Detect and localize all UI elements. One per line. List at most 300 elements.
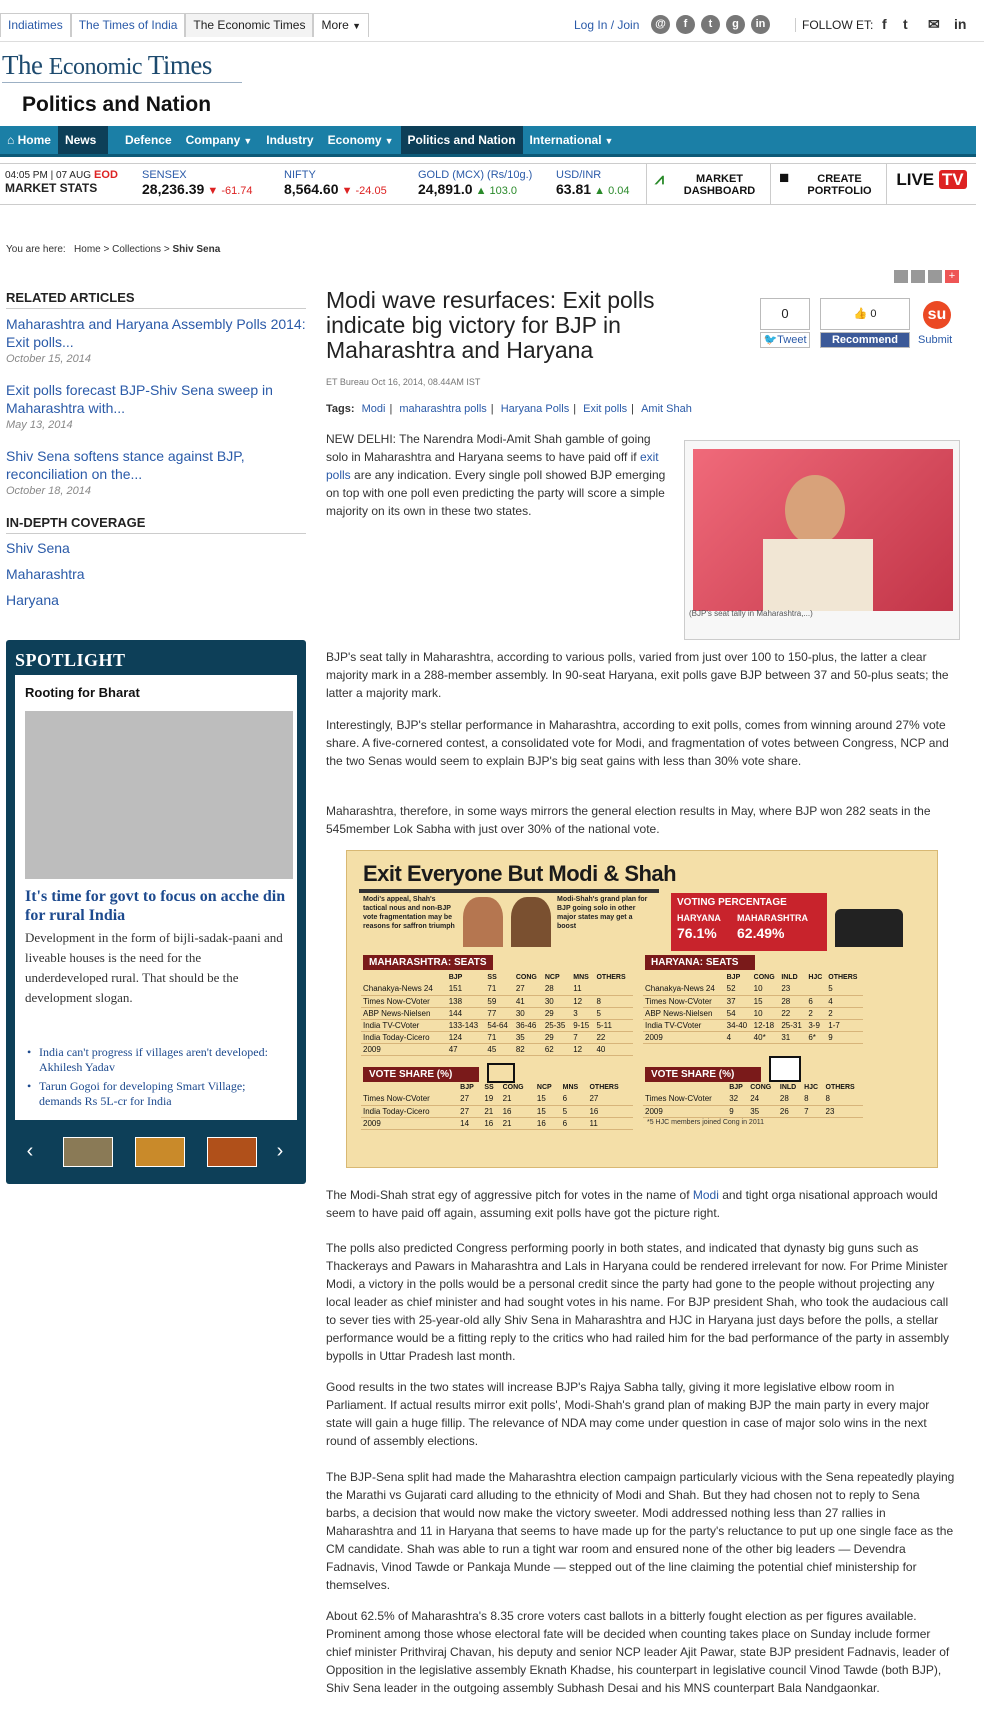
table-cell: 6 <box>561 1117 588 1129</box>
table-cell: 4 <box>826 995 863 1007</box>
related-articles-heading: RELATED ARTICLES <box>6 290 306 309</box>
dashboard-label-1: MARKET <box>695 173 744 185</box>
table-header-cell: NCP <box>544 973 560 981</box>
nav-news[interactable]: News <box>58 126 108 154</box>
article-title: Modi wave resurfaces: Exit polls indicate big victory for BJP in Maharashtra and Haryana <box>326 287 655 363</box>
related-item <box>6 315 306 365</box>
table-header-cell: NCP <box>536 1083 552 1091</box>
live-tv-button[interactable] <box>886 164 976 204</box>
table-cell: 2009 <box>361 1117 458 1129</box>
table-cell: India TV-CVoter <box>643 1019 725 1031</box>
tag-link[interactable]: Amit Shah <box>641 403 692 415</box>
nav-politics-and-nation[interactable]: Politics and Nation <box>401 126 523 154</box>
ballot-box-icon <box>769 1056 801 1082</box>
table-cell: 6 <box>806 995 826 1007</box>
nav-industry[interactable]: Industry <box>266 133 314 147</box>
table-cell: 2009 <box>643 1031 725 1043</box>
spotlight-body: Development in the form of bijli-sadak-paani and liveable houses is the need for the underdeveloped rural. That should be the development slogan. <box>25 930 283 1005</box>
up-arrow-icon: ▲ <box>594 185 605 197</box>
nifty-ticker[interactable] <box>284 169 387 197</box>
table-cell: 28 <box>778 1093 802 1105</box>
table-row <box>643 1093 863 1105</box>
table-cell: 21 <box>501 1117 535 1129</box>
ticker-value: 8,564.60 <box>284 181 339 197</box>
submit-button[interactable]: Submit <box>918 334 953 346</box>
spotlight-subtitle: Rooting for Bharat <box>25 685 140 700</box>
infographic-footnote: *5 HJC members joined Cong in 2011 <box>647 1119 764 1126</box>
exit-polls-link[interactable]: exit polls <box>326 450 659 482</box>
table-cell: 28 <box>779 995 806 1007</box>
table-cell: 45 <box>485 1043 513 1055</box>
haryana-seats-table <box>643 971 863 1044</box>
table-cell: 47 <box>447 1043 486 1055</box>
table-cell: 34-40 <box>725 1019 752 1031</box>
table-row <box>361 1043 633 1055</box>
table-row <box>361 1117 633 1129</box>
nav-international-label: International <box>529 133 602 147</box>
article-paragraph: About 62.5% of Maharashtra's 8.35 crore voters cast ballots in a bitterly fought election as per figures available. Prominent among those whose electoral fate will be decided when counting takes place on Sunday include former chief minister Prithviraj Chavan, his deputy and senior NCP leader Ajit Pawar, state BJP president Fadnavis, leader of Opposition in the legislative assembly Eknath Khadse, his counterpart in legislative council Vinod Tawde (both BJP), Shiv Sena leader in the outgoing assembly Subhash Desai and his MNS counterpart Bala Nandgaonkar. <box>326 1609 950 1695</box>
table-cell: India TV-CVoter <box>361 1019 447 1031</box>
ticker-change: 0.04 <box>608 185 630 197</box>
table-cell: India Today-Cicero <box>361 1031 447 1043</box>
table-header-cell <box>361 1081 458 1093</box>
market-time <box>5 169 118 195</box>
table-cell: 10 <box>752 1007 780 1019</box>
table-cell: 29 <box>543 1031 571 1043</box>
lead-text-a: NEW DELHI: The Narendra Modi-Amit Shah gamble of going solo in Maharashtra and Haryana seems to have paid off if <box>326 432 651 464</box>
table-header-cell: INLD <box>779 1083 797 1091</box>
table-cell: 16 <box>535 1117 561 1129</box>
table-header-cell: SS <box>487 973 497 981</box>
table-cell: 40* <box>752 1031 780 1043</box>
follow-linkedin-icon[interactable]: in <box>954 16 967 32</box>
table-cell: 29 <box>543 1007 571 1019</box>
article-paragraph: Good results in the two states will increase BJP's Rajya Sabha tally, giving it more legislative elbow room in Parliament. If actual results mirror exit polls', Modi-Shah's grand plan of making BJP the main party in every major state will gain a huge fillip. The relevance of NDA may come under question in case of major solo wins in the next round of assembly elections. <box>326 1380 930 1448</box>
table-row <box>643 1007 863 1019</box>
ticker-value: 63.81 <box>556 181 592 197</box>
table-row <box>361 1007 633 1019</box>
recommend-button[interactable]: Recommend <box>820 332 910 348</box>
spotlight-link[interactable]: • India can't progress if villages aren't developed: Akhilesh Yadav <box>25 1045 287 1075</box>
carousel-thumb[interactable] <box>135 1137 185 1167</box>
logo-text-2: Economic <box>48 54 143 80</box>
table-cell: 62 <box>543 1043 571 1055</box>
table-header-cell: CONG <box>502 1083 524 1091</box>
photo-body <box>763 539 873 611</box>
table-cell: 2 <box>826 1007 863 1019</box>
table-cell: 5 <box>826 983 863 995</box>
table-cell: 12-18 <box>752 1019 780 1031</box>
table-cell: Times Now-CVoter <box>643 995 725 1007</box>
table-cell: 41 <box>514 995 543 1007</box>
section-title: Politics and Nation <box>22 93 212 116</box>
table-cell: 3 <box>571 1007 594 1019</box>
related-date: October 15, 2014 <box>6 353 92 365</box>
table-cell: 16 <box>587 1105 633 1117</box>
tab-times-of-india[interactable]: The Times of India <box>71 13 186 37</box>
infographic-note-2: Modi-Shah's grand plan for BJP going solo in other major states may get a boost <box>557 896 648 930</box>
table-cell: 28 <box>543 983 571 995</box>
ticker-change: 103.0 <box>489 185 518 197</box>
live-label: LIVE <box>896 170 935 189</box>
vote-maharashtra-value: 62.49% <box>737 925 785 941</box>
table-cell: 5 <box>561 1105 588 1117</box>
article-tags: Tags: Modi | maharashtra polls | Haryana Polls | Exit polls | Amit Shah <box>326 403 692 415</box>
thumbs-up-icon: 👍 <box>853 308 868 320</box>
table-cell: 8 <box>824 1093 863 1105</box>
related-link[interactable]: Shiv Sena softens stance against BJP, reconciliation on the... <box>6 448 245 482</box>
font-size-icon[interactable] <box>928 270 942 283</box>
table-row <box>361 983 633 995</box>
caret-down-icon: ▼ <box>604 136 614 146</box>
photo-face <box>785 475 845 545</box>
nav-home[interactable] <box>0 126 58 154</box>
spotlight-image[interactable] <box>25 711 293 879</box>
table-cell: Chanakya-News 24 <box>361 983 447 995</box>
table-cell: 40 <box>594 1043 633 1055</box>
exit-poll-infographic <box>346 850 938 1168</box>
down-arrow-icon: ▼ <box>341 185 353 197</box>
table-cell: 2009 <box>361 1043 447 1055</box>
market-dashboard-button[interactable] <box>646 164 770 204</box>
infographic-rule <box>359 889 659 893</box>
tag-link[interactable]: Haryana Polls <box>500 403 570 415</box>
article-byline: ET Bureau Oct 16, 2014, 08.44AM IST <box>326 377 481 387</box>
nav-defence[interactable]: Defence <box>124 133 172 147</box>
table-row <box>361 1031 633 1043</box>
table-cell: 23 <box>824 1105 863 1117</box>
sensex-ticker[interactable] <box>142 169 253 197</box>
table-cell: 151 <box>447 983 486 995</box>
chevron-right-icon[interactable]: › <box>276 1140 284 1162</box>
table-row <box>361 995 633 1007</box>
table-cell: 133-143 <box>447 1019 486 1031</box>
chart-icon: ⩘ <box>655 171 665 188</box>
table-cell: 31 <box>779 1031 806 1043</box>
plus-icon[interactable]: + <box>945 270 959 283</box>
table-header-cell: OTHERS <box>825 1083 855 1091</box>
table-cell: 71 <box>485 1031 513 1043</box>
table-row <box>361 1019 633 1031</box>
photo-caption: (BJP's seat tally in Maharashtra,...) <box>689 609 813 618</box>
vote-maharashtra-label: MAHARASHTRA <box>737 913 808 923</box>
table-header-row <box>361 971 633 983</box>
haryana-vote-share-header: VOTE SHARE (%) <box>645 1067 761 1082</box>
table-cell: 27 <box>587 1093 633 1105</box>
maharashtra-seats-header: MAHARASHTRA: SEATS <box>363 955 493 970</box>
maharashtra-vote-share-header: VOTE SHARE (%) <box>363 1067 479 1082</box>
table-cell: 27 <box>514 983 543 995</box>
table-cell: 5 <box>594 1007 633 1019</box>
table-header-row <box>361 1081 633 1093</box>
article-paragraph: BJP's seat tally in Maharashtra, according to various polls, varied from just over 100 to 150-plus, the latter a clear majority mark in a 288-member assembly. In 90-seat Haryana, exit polls gave BJP between 37 and 50-plus seats; the latter a majority mark. <box>326 650 949 700</box>
tweet-button[interactable] <box>760 332 810 348</box>
table-header-cell: BJP <box>460 1083 474 1091</box>
table-cell: 24 <box>748 1093 778 1105</box>
article-paragraph: The BJP-Sena split had made the Maharashtra election campaign particularly vicious with the Sena repeatedly playing the Marathi vs Gujarati card alluding to the ethnicity of Modi and Shah. But they had chosen not to reply to Sena barbs, a decision that would now make the victory sweeter. Modi addressed nothing less than 27 rallies in Maharashtra and 11 in Haryana that seems to have made up for the party's reluctance to put up one single face as the CM candidate. Shah was able to run a tight war room and ensured none of the other big leaders — Devendra Fadnavis, Vinod Tawde or Pankaja Munde — stepped out of the line claiming the potential chief ministership for themselves. <box>326 1470 955 1592</box>
breadcrumb-prefix: You are here: <box>6 244 66 255</box>
nav-economy[interactable] <box>321 126 401 154</box>
table-cell: 138 <box>447 995 486 1007</box>
article-tools <box>894 270 959 283</box>
lead-text-b: are any indication. Every single poll showed BJP emerging on top with one poll even predicting the party will score a simple majority on its own in these two states. <box>326 468 666 518</box>
print-icon[interactable] <box>911 270 925 283</box>
eod-badge: EOD <box>94 169 118 181</box>
table-cell: 25-35 <box>543 1019 571 1031</box>
table-cell: India Today-Cicero <box>361 1105 458 1117</box>
twitter-icon[interactable]: t <box>701 15 720 34</box>
network-tabs <box>0 13 369 37</box>
spotlight-widget <box>6 640 306 1184</box>
table-header-cell: MNS <box>562 1083 579 1091</box>
caret-down-icon: ▼ <box>352 21 362 31</box>
indepth-link[interactable]: Haryana <box>6 592 59 608</box>
table-cell <box>806 983 826 995</box>
follow-facebook-icon[interactable]: f <box>882 16 887 32</box>
table-header-cell: BJP <box>448 973 463 981</box>
related-link[interactable]: Maharashtra and Haryana Assembly Polls 2014: Exit polls... <box>6 316 306 350</box>
email-icon[interactable]: @ <box>651 15 670 34</box>
table-row <box>361 1093 633 1105</box>
table-header-cell: OTHERS <box>828 973 858 981</box>
carousel-thumb[interactable] <box>207 1137 257 1167</box>
google-plus-icon[interactable]: g <box>726 15 745 34</box>
indepth-list <box>6 540 306 608</box>
table-cell: 35 <box>748 1105 778 1117</box>
breadcrumb-current: Shiv Sena <box>172 244 221 255</box>
table-header-cell: CONG <box>515 973 537 981</box>
logo-rule <box>2 82 242 83</box>
table-header-cell: OTHERS <box>589 1083 619 1091</box>
home-icon: ⌂ <box>7 133 15 147</box>
tab-more-label: More <box>321 18 349 32</box>
briefcase-icon: ■ <box>779 168 790 187</box>
table-header-row <box>643 1081 863 1093</box>
table-cell: 36-46 <box>514 1019 543 1031</box>
table-cell: 25-31 <box>779 1019 806 1031</box>
tag-link[interactable]: Modi <box>361 403 386 415</box>
spotlight-links <box>25 1045 287 1113</box>
linkedin-icon[interactable]: in <box>751 15 770 34</box>
table-header-cell <box>643 1081 727 1093</box>
tag-link[interactable]: Exit polls <box>583 403 628 415</box>
table-cell: 30 <box>514 1007 543 1019</box>
table-header-cell: CONG <box>750 1083 772 1091</box>
breadcrumb-home[interactable]: Home <box>74 244 101 255</box>
table-header-cell: MNS <box>573 973 589 981</box>
spotlight-headline[interactable]: It's time for govt to focus on acche din for rural India <box>25 888 286 924</box>
table-cell: 7 <box>802 1105 823 1117</box>
carousel-thumb[interactable] <box>63 1137 113 1167</box>
table-cell: 11 <box>587 1117 633 1129</box>
article-photo[interactable] <box>684 440 960 640</box>
main-nav <box>0 126 976 157</box>
table-cell: Times Now-CVoter <box>361 995 447 1007</box>
up-arrow-icon: ▲ <box>475 185 487 197</box>
table-row <box>643 1019 863 1031</box>
table-header-cell <box>361 971 447 983</box>
follow-twitter-icon[interactable]: t <box>903 16 908 32</box>
table-cell: Times Now-CVoter <box>361 1093 458 1105</box>
logo-text-1: The <box>2 50 49 80</box>
site-logo[interactable] <box>2 50 212 81</box>
table-header-cell: BJP <box>726 973 741 981</box>
infographic-title: Exit Everyone But Modi & Shah <box>363 861 677 886</box>
table-cell: 7 <box>571 1031 594 1043</box>
tab-more[interactable] <box>313 13 369 37</box>
table-cell: 16 <box>501 1105 535 1117</box>
vote-haryana-label: HARYANA <box>677 913 721 923</box>
table-cell: 6* <box>806 1031 826 1043</box>
caret-down-icon: ▼ <box>384 136 394 146</box>
table-cell: 8 <box>802 1093 823 1105</box>
table-cell: 10 <box>752 983 780 995</box>
table-cell: 82 <box>514 1043 543 1055</box>
haryana-vote-share-table <box>643 1081 863 1118</box>
table-row <box>361 1105 633 1117</box>
related-link[interactable]: Exit polls forecast BJP-Shiv Sena sweep in Maharashtra with... <box>6 382 273 416</box>
table-cell: 21 <box>482 1105 500 1117</box>
email-icon[interactable] <box>894 270 908 283</box>
table-cell: 52 <box>725 983 752 995</box>
nav-international[interactable] <box>523 126 621 154</box>
voting-percentage-box <box>671 893 827 951</box>
table-cell: 9 <box>826 1031 863 1043</box>
table-cell: 59 <box>485 995 513 1007</box>
facebook-icon[interactable]: f <box>676 15 695 34</box>
table-cell: 4 <box>725 1031 752 1043</box>
ticker-name: SENSEX <box>142 169 187 181</box>
haryana-seats-header: HARYANA: SEATS <box>645 955 755 970</box>
table-cell: 144 <box>447 1007 486 1019</box>
table-cell: Chanakya-News 24 <box>643 983 725 995</box>
tab-indiatimes[interactable]: Indiatimes <box>0 13 71 37</box>
table-header-cell: OTHERS <box>596 973 626 981</box>
table-cell: 26 <box>778 1105 802 1117</box>
down-arrow-icon: ▼ <box>207 185 219 197</box>
market-stats-label: MARKET STATS <box>5 181 98 195</box>
usdinr-ticker[interactable] <box>556 169 629 197</box>
table-cell: 8 <box>594 995 633 1007</box>
left-sidebar <box>6 290 306 608</box>
portfolio-label-1: CREATE <box>817 173 862 185</box>
ticker-name: GOLD (MCX) (Rs/10g.) <box>418 169 533 181</box>
table-cell: 12 <box>571 995 594 1007</box>
share-widget <box>760 298 960 358</box>
modi-link[interactable]: Modi <box>692 1188 719 1202</box>
tweet-count: 0 <box>760 298 810 330</box>
table-row <box>643 1105 863 1117</box>
twitter-icon: 🐦 <box>763 334 778 346</box>
table-cell: 22 <box>594 1031 633 1043</box>
modi-portrait <box>463 897 503 947</box>
spotlight-carousel <box>15 1130 297 1172</box>
table-header-cell: INLD <box>781 973 798 981</box>
table-cell: 124 <box>447 1031 486 1043</box>
table-cell: 27 <box>458 1093 482 1105</box>
table-cell: 16 <box>482 1117 500 1129</box>
table-cell: 12 <box>571 1043 594 1055</box>
nav-economy-label: Economy <box>327 133 382 147</box>
table-cell <box>594 983 633 995</box>
table-cell: 54 <box>725 1007 752 1019</box>
table-cell: 35 <box>514 1031 543 1043</box>
table-cell: Times Now-CVoter <box>643 1093 727 1105</box>
indepth-link[interactable]: Shiv Sena <box>6 540 70 556</box>
gold-ticker[interactable] <box>418 169 532 197</box>
table-header-cell: BJP <box>729 1083 743 1091</box>
table-row <box>643 995 863 1007</box>
table-cell: 19 <box>482 1093 500 1105</box>
indepth-heading: IN-DEPTH COVERAGE <box>6 515 306 534</box>
ticker-change: -24.05 <box>355 185 387 197</box>
create-portfolio-button[interactable] <box>770 164 886 204</box>
stumbleupon-icon[interactable]: su <box>923 301 951 329</box>
breadcrumb-collections[interactable]: Collections <box>112 244 162 255</box>
vote-haryana-value: 76.1% <box>677 925 717 941</box>
ticker-name: NIFTY <box>284 169 316 181</box>
table-cell: 3-9 <box>806 1019 826 1031</box>
article-paragraph: Interestingly, BJP's stellar performance in Maharashtra, according to exit polls, comes from winning around 27% vote share. A five-cornered contest, a consolidated vote for Modi, and fragmentation of votes between Congress, NCP and the two Senas would seem to explain BJP's big seat gains with less than 30% vote share. <box>326 718 949 768</box>
shah-portrait <box>511 897 551 947</box>
related-date: October 18, 2014 <box>6 485 92 497</box>
tags-label: Tags: <box>326 403 355 415</box>
table-header-cell: SS <box>484 1083 494 1091</box>
article-paragraph: Maharashtra, therefore, in some ways mirrors the general election results in May, where BJP won 282 seats in the 545member Lok Sabha with just over 30% of the national vote. <box>326 804 931 836</box>
maharashtra-seats-table <box>361 971 633 1056</box>
related-item <box>6 381 306 431</box>
table-cell: 32 <box>727 1093 748 1105</box>
table-cell: ABP News-Nielsen <box>361 1007 447 1019</box>
raised-fist-icon <box>835 909 903 947</box>
login-join-link[interactable]: Log In / Join <box>574 18 640 32</box>
table-row <box>643 1031 863 1043</box>
table-cell: 11 <box>571 983 594 995</box>
article-paragraph: The polls also predicted Congress performing poorly in both states, and indicated that dynasty big guns such as Thackerays and Pawars in Maharashtra and Lals in Haryana could be rendered irrelevant for now. For Prime Minister Modi, a victory in the polls would be a personal credit since the party had gone to the people without projecting any local leader as chief minister and had sought votes in his name. For BJP president Shah, who took the audacious call to sever ties with 25-year-old ally Shiv Sena in Maharashtra and HJC in Haryana just days before the polls, a stellar performance would be a fitting reply to the critics who had railed him for the bad performance of the party in assembly bypolls in Uttar Pradesh last month. <box>326 1241 949 1363</box>
indepth-link[interactable]: Maharashtra <box>6 566 85 582</box>
table-header-cell: HJC <box>804 1083 819 1091</box>
spotlight-link[interactable]: • Tarun Gogoi for developing Smart Village; demands Rs 5L-cr for India <box>25 1079 287 1109</box>
table-header-cell: CONG <box>753 973 775 981</box>
tag-link[interactable]: maharashtra polls <box>399 403 487 415</box>
table-row <box>643 983 863 995</box>
table-cell: 9-15 <box>571 1019 594 1031</box>
table-cell: ABP News-Nielsen <box>643 1007 725 1019</box>
like-count <box>820 298 910 330</box>
chevron-left-icon[interactable]: ‹ <box>26 1140 34 1162</box>
related-date: May 13, 2014 <box>6 419 73 431</box>
table-cell: 9 <box>727 1105 748 1117</box>
related-item <box>6 447 306 497</box>
caret-down-icon: ▼ <box>243 136 253 146</box>
article-paragraph <box>326 1186 956 1222</box>
logo-text-3: Times <box>142 50 212 80</box>
table-cell: 21 <box>501 1093 535 1105</box>
ticker-value: 24,891.0 <box>418 181 473 197</box>
table-cell: 27 <box>458 1105 482 1117</box>
maharashtra-vote-share-table <box>361 1081 633 1130</box>
table-cell: 6 <box>561 1093 588 1105</box>
table-cell: 30 <box>543 995 571 1007</box>
nav-company[interactable] <box>179 126 260 154</box>
top-bar <box>0 0 984 42</box>
p4-text-b: and tight orga nisational approach would seem to have paid off again, assuming exit polls have got the picture right. <box>326 1188 938 1220</box>
ticker-name: USD/INR <box>556 169 602 181</box>
modi-photo <box>693 449 953 611</box>
follow-rss-icon[interactable]: ✉ <box>928 16 940 32</box>
tab-economic-times[interactable]: The Economic Times <box>185 13 313 37</box>
table-cell: 22 <box>779 1007 806 1019</box>
